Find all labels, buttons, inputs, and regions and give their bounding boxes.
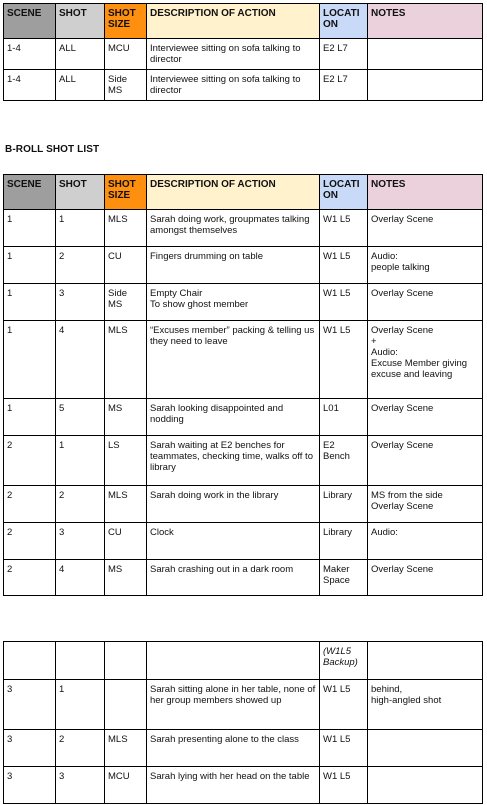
table-row: [4, 247, 483, 284]
table-row: [4, 39, 483, 70]
cell-scene: 3: [4, 680, 56, 730]
table-row: [4, 399, 483, 436]
cell-shot: 1: [56, 210, 105, 247]
cell-scene: 1: [4, 247, 56, 284]
cell-notes: Overlay Scene: [368, 436, 483, 486]
cell-location: E2 L7: [320, 70, 368, 101]
cell-location: E2 L7: [320, 39, 368, 70]
cell-location: E2 Bench: [320, 436, 368, 486]
cell-scene: 1: [4, 399, 56, 436]
table-row: [4, 680, 483, 730]
header-location: LOCATI ON: [320, 4, 368, 39]
cell-notes: [368, 642, 483, 680]
cell-shot: 5: [56, 399, 105, 436]
cell-shot: 1: [56, 436, 105, 486]
cell-shot: [56, 642, 105, 680]
cell-description: Fingers drumming on table: [147, 247, 320, 284]
interview-shot-table: [3, 3, 483, 101]
header-notes: NOTES: [368, 4, 483, 39]
cell-shot-size: MLS: [105, 210, 147, 247]
broll-title: B-ROLL SHOT LIST: [5, 144, 100, 155]
cell-description: Sarah presenting alone to the class: [147, 730, 320, 767]
blank-header-row: [4, 642, 483, 680]
cell-scene: 2: [4, 486, 56, 523]
header-shot-size: SHOT SIZE: [105, 175, 147, 210]
header-row: [4, 4, 483, 39]
cell-scene: 2: [4, 560, 56, 596]
cell-location-backup: (W1L5 Backup): [320, 642, 368, 680]
scene3-shot-table: [3, 641, 483, 804]
cell-notes: Overlay Scene: [368, 284, 483, 321]
cell-shot: 4: [56, 560, 105, 596]
cell-notes: [368, 70, 483, 101]
table-row: [4, 436, 483, 486]
cell-notes: Audio: people talking: [368, 247, 483, 284]
cell-description: Interviewee sitting on sofa talking to director: [147, 70, 320, 101]
cell-shot-size: CU: [105, 523, 147, 560]
cell-shot: 2: [56, 730, 105, 767]
cell-scene: 1: [4, 210, 56, 247]
cell-description: Sarah lying with her head on the table: [147, 767, 320, 804]
cell-shot-size: MCU: [105, 39, 147, 70]
cell-shot-size: MLS: [105, 486, 147, 523]
table-row: [4, 560, 483, 596]
cell-notes: Overlay Scene: [368, 210, 483, 247]
cell-notes: Overlay Scene + Audio: Excuse Member giving excuse and leaving: [368, 321, 483, 399]
cell-description: Sarah crashing out in a dark room: [147, 560, 320, 596]
cell-description: Sarah waiting at E2 benches for teammates, checking time, walks off to library: [147, 436, 320, 486]
table-row: [4, 523, 483, 560]
cell-scene: 1-4: [4, 70, 56, 101]
cell-notes: MS from the side Overlay Scene: [368, 486, 483, 523]
cell-shot-size: MS: [105, 399, 147, 436]
cell-notes: Overlay Scene: [368, 560, 483, 596]
cell-shot: 3: [56, 284, 105, 321]
cell-shot-size: Side MS: [105, 284, 147, 321]
table-row: [4, 486, 483, 523]
cell-shot-size: CU: [105, 247, 147, 284]
cell-notes: [368, 767, 483, 804]
cell-location: W1 L5: [320, 680, 368, 730]
cell-description: Sarah doing work, groupmates talking amongst themselves: [147, 210, 320, 247]
cell-description: Clock: [147, 523, 320, 560]
cell-location: W1 L5: [320, 247, 368, 284]
header-notes: NOTES: [368, 175, 483, 210]
cell-shot: 3: [56, 523, 105, 560]
cell-location: Library: [320, 523, 368, 560]
cell-location: W1 L5: [320, 730, 368, 767]
cell-location: W1 L5: [320, 321, 368, 399]
cell-notes: [368, 730, 483, 767]
cell-notes: Audio:: [368, 523, 483, 560]
table-row: [4, 767, 483, 804]
cell-shot: ALL: [56, 39, 105, 70]
cell-scene: 2: [4, 436, 56, 486]
cell-description: Sarah looking disappointed and nodding: [147, 399, 320, 436]
cell-shot: 2: [56, 486, 105, 523]
broll-shot-table: [3, 174, 483, 596]
header-shot: SHOT: [56, 4, 105, 39]
cell-scene: [4, 642, 56, 680]
cell-location: W1 L5: [320, 210, 368, 247]
cell-description: Empty Chair To show ghost member: [147, 284, 320, 321]
cell-description: Sarah doing work in the library: [147, 486, 320, 523]
table-row: [4, 70, 483, 101]
cell-shot-size: LS: [105, 436, 147, 486]
cell-description: Sarah sitting alone in her table, none of her group members showed up: [147, 680, 320, 730]
cell-location: W1 L5: [320, 284, 368, 321]
cell-scene: 3: [4, 730, 56, 767]
cell-shot: 4: [56, 321, 105, 399]
cell-location: Maker Space: [320, 560, 368, 596]
header-shot-size: SHOT SIZE: [105, 4, 147, 39]
cell-scene: 3: [4, 767, 56, 804]
header-row: [4, 175, 483, 210]
cell-scene: 2: [4, 523, 56, 560]
cell-notes: Overlay Scene: [368, 399, 483, 436]
cell-location: W1 L5: [320, 767, 368, 804]
cell-shot: 3: [56, 767, 105, 804]
cell-shot: ALL: [56, 70, 105, 101]
header-description: DESCRIPTION OF ACTION: [147, 175, 320, 210]
cell-scene: 1: [4, 284, 56, 321]
header-scene: SCENE: [4, 4, 56, 39]
cell-description: Interviewee sitting on sofa talking to director: [147, 39, 320, 70]
header-scene: SCENE: [4, 175, 56, 210]
cell-notes: behind, high-angled shot: [368, 680, 483, 730]
cell-scene: 1-4: [4, 39, 56, 70]
header-location: LOCATI ON: [320, 175, 368, 210]
cell-location: Library: [320, 486, 368, 523]
cell-shot: 1: [56, 680, 105, 730]
cell-shot-size: MLS: [105, 730, 147, 767]
cell-description: “Excuses member” packing & telling us they need to leave: [147, 321, 320, 399]
cell-notes: [368, 39, 483, 70]
cell-shot-size: [105, 680, 147, 730]
cell-shot-size: MLS: [105, 321, 147, 399]
table-row: [4, 730, 483, 767]
table-row: [4, 210, 483, 247]
cell-location: L01: [320, 399, 368, 436]
cell-shot-size: MS: [105, 560, 147, 596]
header-description: DESCRIPTION OF ACTION: [147, 4, 320, 39]
cell-shot-size: MCU: [105, 767, 147, 804]
cell-shot-size: Side MS: [105, 70, 147, 101]
cell-description: [147, 642, 320, 680]
table-row: [4, 284, 483, 321]
cell-shot: 2: [56, 247, 105, 284]
cell-scene: 1: [4, 321, 56, 399]
cell-size: [105, 642, 147, 680]
table-row: [4, 321, 483, 399]
header-shot: SHOT: [56, 175, 105, 210]
